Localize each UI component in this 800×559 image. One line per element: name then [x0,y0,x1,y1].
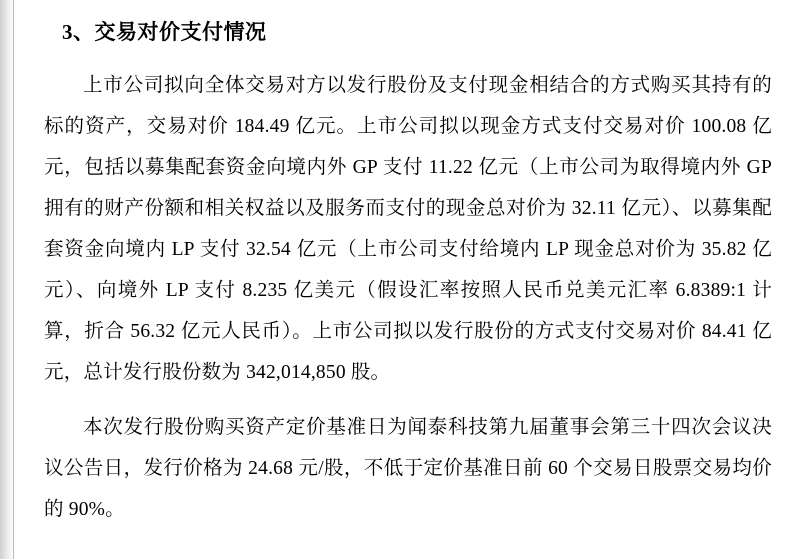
paragraph-transaction-consideration: 上市公司拟向全体交易对方以发行股份及支付现金相结合的方式购买其持有的标的资产，交易对价 184.49 亿元。上市公司拟以现金方式支付交易对价 100.08 亿元，包括以募集配套资金向境内外 GP 支付 11.22 亿元（上市公司为取得境内外 GP 拥有的财产份额和相关权益以及服务而支付的现金总对价为 32.11 亿元）、以募集配套资金向境内 LP 支付 32.54 亿元（上市公司支付给境内 LP 现金总对价为 35.82 亿元）、向境外 LP 支付 8.235 亿美元（假设汇率按照人民币兑美元汇率 6.8389:1 计算，折合 56.32 亿元人民币）。上市公司拟以发行股份的方式支付交易对价 84.41 亿元，总计发行股份数为 342,014,850 股。 [44,75,772,384]
document-content [14,0,800,559]
paragraph-pricing-benchmark: 本次发行股份购买资产定价基准日为闻泰科技第九届董事会第三十四次会议决议公告日，发行价格为 24.68 元/股，不低于定价基准日前 60 个交易日股票交易均价的 90%。 [44,417,772,521]
page-left-edge-shadow [0,0,14,559]
section-heading: 3、交易对价支付情况 [62,20,267,44]
